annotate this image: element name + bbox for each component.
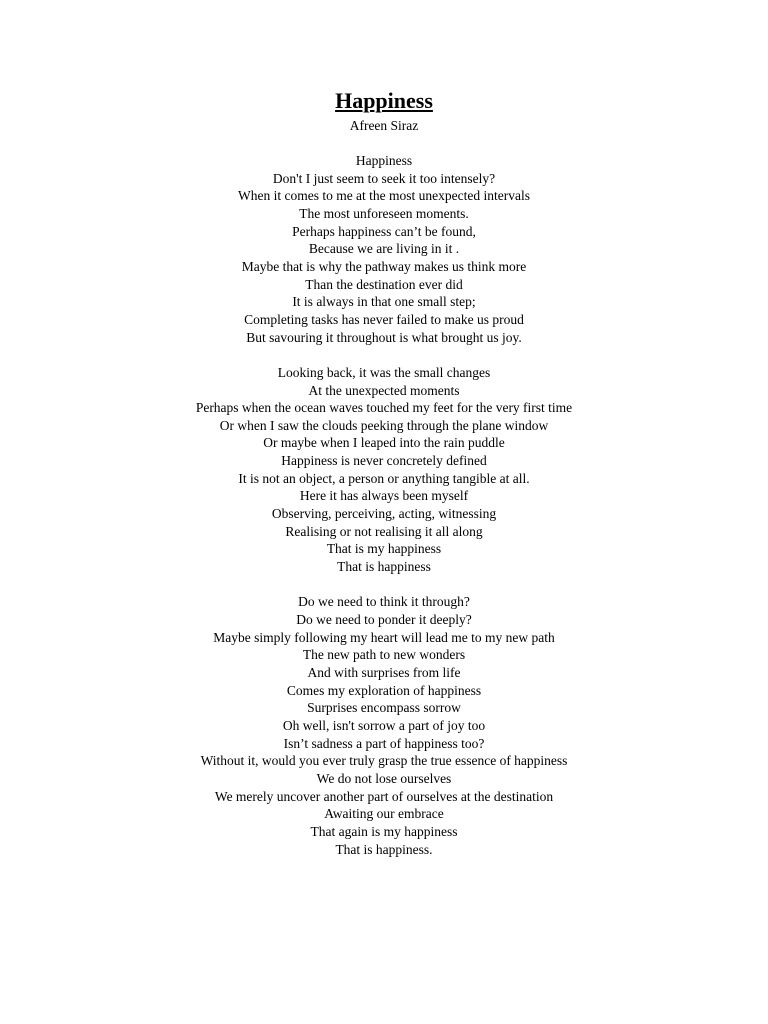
poem-line: Happiness — [355, 153, 413, 168]
poem-line: Awaiting our embrace — [324, 806, 444, 822]
poem-stanza — [0, 364, 768, 576]
poem-line: We merely uncover another part of ourselves at the destination — [214, 788, 554, 804]
poem-line: Observing, perceiving, acting, witnessing — [271, 506, 497, 522]
poem-line: Isn’t sadness a part of happiness too? — [283, 735, 485, 751]
poem-line: Or when I saw the clouds peeking through the plane window — [219, 417, 549, 433]
poem-title: Happiness — [335, 88, 433, 113]
poem-stanza — [0, 152, 768, 346]
poem-body — [0, 152, 768, 858]
poem-line: Do we need to ponder it deeply? — [296, 612, 472, 628]
poem-line: Maybe simply following my heart will lead me to my new path — [213, 629, 555, 645]
poem-line: When it comes to me at the most unexpected intervals — [237, 188, 531, 204]
poem-line: At the unexpected moments — [308, 382, 460, 398]
poem-line: Than the destination ever did — [305, 276, 463, 292]
poem-line: The new path to new wonders — [302, 647, 466, 663]
poem-line: Completing tasks has never failed to make us proud — [244, 311, 524, 327]
poem-line: Happiness is never concretely defined — [281, 453, 487, 469]
poem-line: Realising or not realising it all along — [285, 523, 483, 539]
poem-line: It is not an object, a person or anything tangible at all. — [238, 470, 530, 486]
poem-line: That is happiness — [337, 559, 431, 575]
poem-line: Surprises encompass sorrow — [307, 700, 461, 716]
poem-line: It is always in that one small step; — [292, 294, 476, 310]
poem-line: Looking back, it was the small changes — [277, 364, 491, 380]
poem-line: We do not lose ourselves — [316, 770, 452, 786]
poem-line: Perhaps when the ocean waves touched my feet for the very first time — [195, 400, 573, 416]
poem-line: But savouring it throughout is what brought us joy. — [246, 329, 522, 345]
poem-line: Or maybe when I leaped into the rain puddle — [263, 435, 505, 451]
poem-line: Because we are living in it . — [308, 241, 460, 257]
poem-line: Without it, would you ever truly grasp the true essence of happiness — [200, 753, 568, 769]
poem-line: Here it has always been myself — [299, 488, 469, 504]
poem-line: Maybe that is why the pathway makes us think more — [241, 258, 527, 274]
poem-line: Perhaps happiness can’t be found, — [292, 223, 476, 239]
poem-line: And with surprises from life — [307, 665, 461, 680]
poem-line: Do we need to think it through? — [298, 594, 470, 610]
poem-line: That again is my happiness — [310, 823, 458, 839]
poem-line: The most unforeseen moments. — [299, 205, 469, 221]
poem-author: Afreen Siraz — [349, 118, 419, 133]
poem-line: Oh well, isn't sorrow a part of joy too — [282, 717, 486, 733]
poem-line: Comes my exploration of happiness — [286, 682, 482, 698]
poem-line: Don't I just seem to seek it too intensely? — [272, 170, 496, 186]
poem-stanza — [0, 593, 768, 858]
poem-line: That is happiness. — [335, 841, 433, 857]
poem-line: That is my happiness — [326, 541, 442, 557]
